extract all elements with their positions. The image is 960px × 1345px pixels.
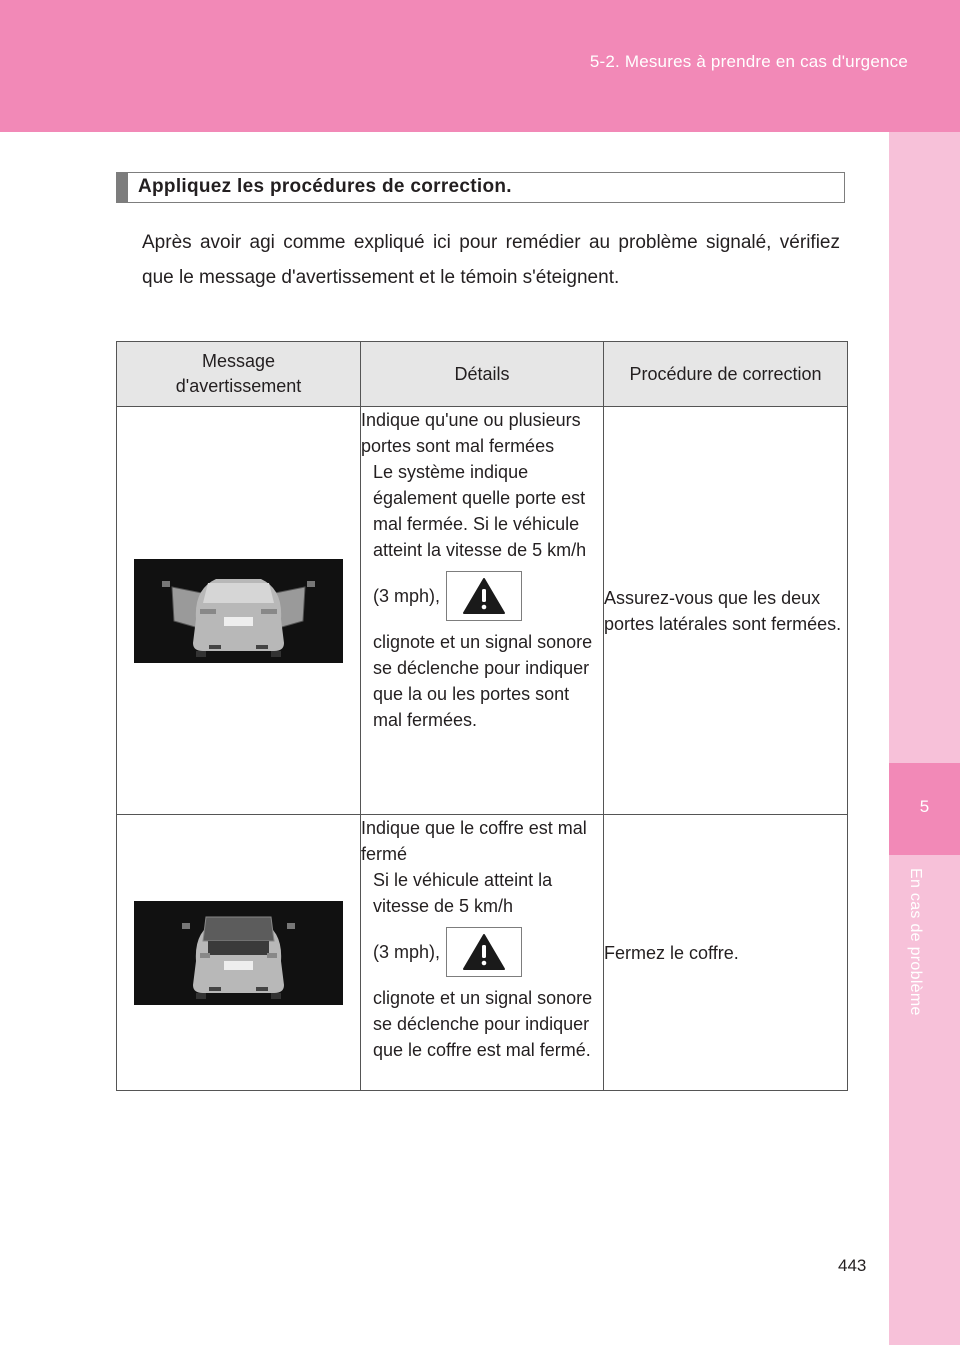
header-correction: Procédure de correction: [604, 342, 848, 407]
warning-table: [116, 341, 848, 1091]
table-row: [117, 407, 848, 815]
detail-end-text: clignote et un signal sonore se déclenche pour indiquer que le coffre est mal fermé.: [373, 988, 593, 1060]
section-title: 5-2. Mesures à prendre en cas d'urgence: [589, 52, 908, 71]
detail-sub-text: Si le véhicule atteint la vitesse de 5 km/h: [373, 870, 553, 916]
chapter-number: 5: [919, 797, 930, 816]
warning-icon-box: [446, 927, 522, 977]
message-image-cell: [117, 815, 361, 1091]
detail-speed-text: (3 mph),: [373, 942, 441, 962]
procedure-heading: [116, 172, 845, 203]
warning-icon-box: [446, 571, 522, 621]
car-doors-open-display-icon: [134, 559, 343, 663]
master-warning-icon: [462, 933, 506, 971]
correction-cell: Assurez-vous que les deux portes latérales sont fermées.: [604, 407, 848, 815]
warning-line: [361, 571, 603, 621]
heading-bar: [117, 173, 128, 202]
intro-paragraph: Après avoir agi comme expliqué ici pour remédier au problème signalé, vérifiez que le message d'avertissement et le témoin s'éteignent.: [142, 232, 840, 288]
table-row: [117, 815, 848, 1091]
details-cell: [361, 815, 604, 1091]
chapter-side-tab: [889, 132, 960, 1345]
chapter-label: En cas de problème: [907, 868, 924, 1016]
details-cell: [361, 407, 604, 815]
detail-main-text: Indique qu'une ou plusieurs portes sont mal fermées: [361, 410, 581, 456]
detail-sub-text: Le système indique également quelle porte est mal fermée. Si le véhicule atteint la vitesse de 5 km/h: [373, 462, 587, 560]
correction-cell: Fermez le coffre.: [604, 815, 848, 1091]
master-warning-icon: [462, 577, 506, 615]
procedure-heading-text: Appliquez les procédures de correction.: [138, 176, 512, 197]
header-message: Message d'avertissement: [117, 342, 361, 407]
warning-line: [361, 927, 603, 977]
table-header-row: [117, 342, 848, 407]
detail-main-text: Indique que le coffre est mal fermé: [361, 818, 587, 864]
detail-speed-text: (3 mph),: [373, 586, 441, 606]
car-trunk-open-display-icon: [134, 901, 343, 1005]
detail-end-text: clignote et un signal sonore se déclenche pour indiquer que la ou les portes sont mal fermées.: [373, 632, 593, 730]
message-image-cell: [117, 407, 361, 815]
page-number: 443: [838, 1256, 867, 1275]
header-details: Détails: [361, 342, 604, 407]
